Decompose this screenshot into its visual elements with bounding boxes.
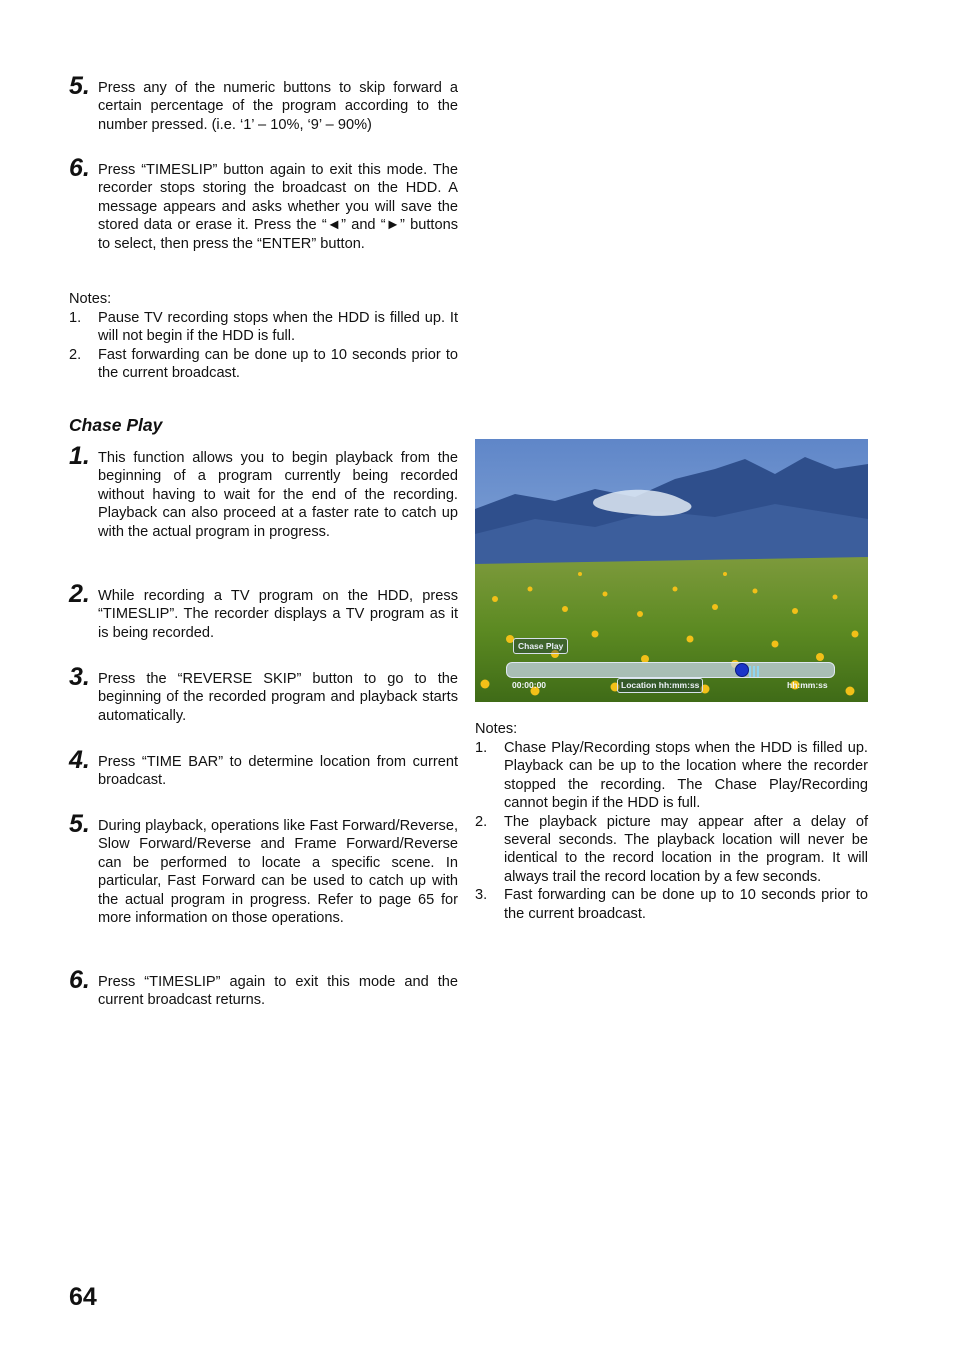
chase-step-1: [69, 442, 458, 541]
step-6-top: [69, 154, 458, 253]
osd-time-bar: [506, 662, 835, 678]
osd-location: Location hh:mm:ss: [617, 678, 703, 693]
notes-list: [69, 309, 458, 383]
step-text: While recording a TV program on the HDD, press “TIMESLIP”. The recorder displays a TV program as it is being recorded.: [98, 588, 458, 641]
note-item: 1. Pause TV recording stops when the HDD is filled up. It will not begin if the HDD is full.: [69, 310, 458, 345]
notes-title: Notes:: [69, 291, 112, 307]
osd-start-time: 00:00:00: [512, 680, 547, 690]
note-item: 2. The playback picture may appear after a delay of several seconds. The playback location will never be identical to the record location in the program. It will always trail the record location by a few seconds.: [475, 813, 868, 885]
note-item: 2. Fast forwarding can be done up to 10 seconds prior to the current broadcast.: [69, 346, 458, 382]
osd-mode-label: Chase Play: [513, 638, 568, 654]
note-item: 3. Fast forwarding can be done up to 10 seconds prior to the current broadcast.: [475, 887, 868, 922]
step-number: 1.: [69, 442, 90, 470]
step-number: 2.: [69, 580, 90, 608]
chase-step-4: [69, 746, 458, 790]
osd-end-time: hh:mm:ss: [787, 680, 828, 690]
step-text: Press any of the numeric buttons to skip forward a certain percentage of the program according to the number pressed. (i.e. ‘1’ – 10%, ‘9’ – 90%): [98, 80, 458, 133]
step-text: Press “TIME BAR” to determine location from current broadcast.: [98, 754, 458, 789]
chase-step-6: [69, 966, 458, 1010]
page-number: 64: [69, 1283, 97, 1311]
step-number: 5.: [69, 810, 90, 838]
step-number: 3.: [69, 663, 90, 691]
step-number: 6.: [69, 966, 90, 994]
step-number: 4.: [69, 746, 90, 774]
step-text: During playback, operations like Fast Forward/Reverse, Slow Forward/Reverse and Frame Forward/Reverse can be performed to locate a specific scene. In particular, Fast Forward can be used to catch up with the actual program in progress. Refer to page 65 for more information on those operations.: [98, 818, 458, 927]
step-text: This function allows you to begin playback from the beginning of a program currently being recorded without having to wait for the end of the recording. Playback can also proceed at a faster rate to catch up with the actual program in progress.: [98, 450, 458, 540]
chase-step-2: [69, 580, 458, 642]
step-text: Press “TIMESLIP” button again to exit this mode. The recorder stops storing the broadcast on the HDD. A message appears and asks whether you will save the stored data or erase it. Press the “◄” and “►” buttons to select, then press the “ENTER” button.: [98, 162, 458, 252]
notes-list: [475, 739, 868, 923]
step-5-top: [69, 72, 458, 134]
chase-step-5: [69, 810, 458, 927]
section-title: Chase Play: [69, 415, 163, 435]
notes-title: Notes:: [475, 721, 518, 737]
step-number: 5.: [69, 72, 90, 100]
step-text: Press “TIMESLIP” again to exit this mode and the current broadcast returns.: [98, 974, 458, 1009]
osd-record-marker: [749, 664, 763, 675]
chase-step-3: [69, 663, 458, 725]
note-item: 1. Chase Play/Recording stops when the HDD is filled up. Playback can be up to the location where the recorder stopped the recording. The Chase Play/Recording cannot begin if the HDD is full.: [475, 740, 868, 812]
step-text: Press the “REVERSE SKIP” button to go to the beginning of the recorded program and playback starts automatically.: [98, 671, 458, 724]
step-number: 6.: [69, 154, 90, 182]
chase-play-screen-image: [475, 439, 868, 702]
